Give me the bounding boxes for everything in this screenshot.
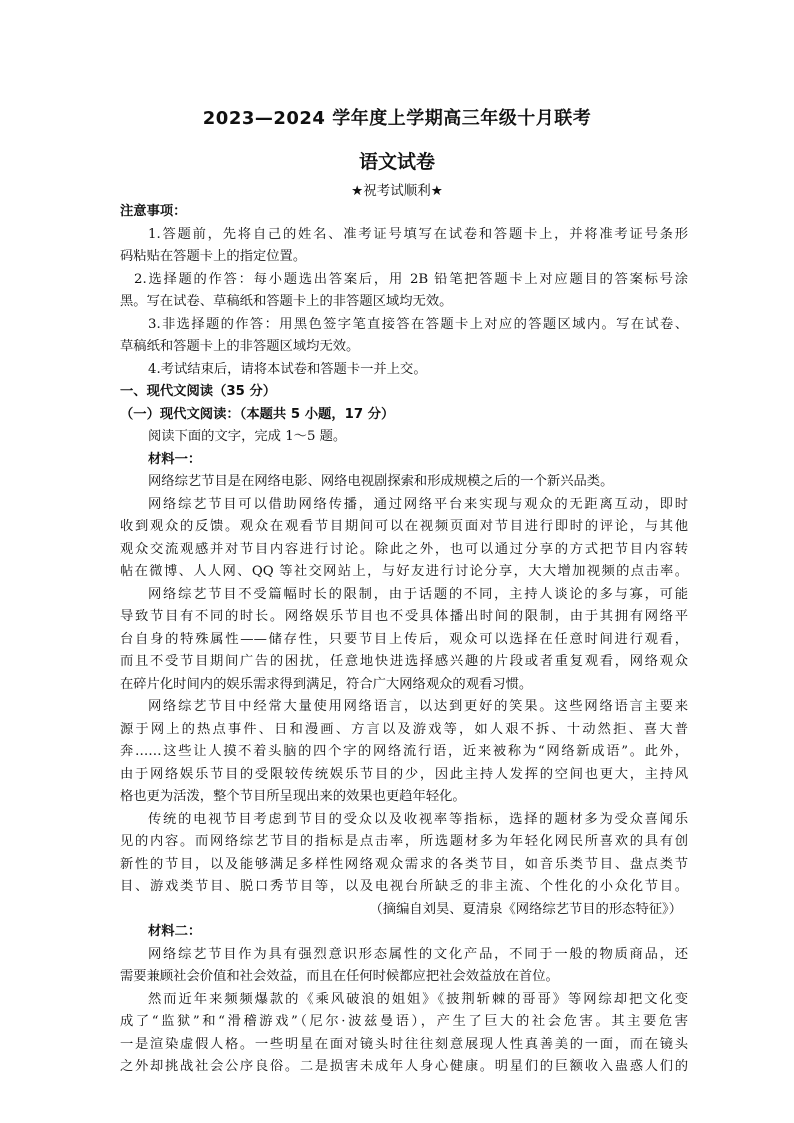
material-2-label: 材料二：	[148, 924, 202, 939]
material-1-p2-line-2: 收到观众的反馈。观众在观看节目期间可以在视频页面对节目进行即时的评论，与其他	[120, 519, 688, 534]
exam-title: 2023—2024 学年度上学期高三年级十月联考	[202, 108, 592, 129]
material-1-p4-line-4: 由于网络娱乐节目的受限较传统娱乐节目的少，因此主持人发挥的空间也更大，主持风	[120, 766, 688, 782]
material-1-p5-line-4: 目、游戏类节目、脱口秀节目等，以及电视台所缺乏的非主流、个性化的小众化节目。	[120, 879, 688, 894]
material-1-p3-line-1: 网络综艺节目不受篇幅时长的限制，由于话题的不同，主持人谈论的多与寡，可能	[148, 586, 688, 602]
material-1-p5-line-2: 见的内容。而网络综艺节目的指标是点击率，所选题材多为年轻化网民所喜欢的具有创	[120, 834, 688, 849]
notice-item-1-line-1: 1.答题前，先将自己的姓名、准考证号填写在试卷和答题卡上，并将准考证号条形	[148, 226, 688, 242]
material-2-p2-line-1: 然而近年来频频爆款的《乘风破浪的姐姐》《披荆斩棘的哥哥》等网综却把文化变	[148, 991, 688, 1007]
notice-heading: 注意事项：	[120, 204, 187, 219]
notice-item-2-line-1: 2.选择题的作答：每小题选出答案后，用 2B 铅笔把答题卡上对应题目的答案标号涂	[134, 271, 688, 287]
material-1-label: 材料一：	[148, 451, 202, 467]
exam-body	[120, 201, 688, 1079]
material-2-p1-line-1: 网络综艺节目作为具有强烈意识形态属性的文化产品，不同于一般的物质商品，还	[148, 946, 688, 962]
section-1-sub-heading: （一）现代文阅读：（本题共 5 小题，17 分）	[120, 406, 395, 422]
material-1-p4-line-3: 奔……这些让人摸不着头脑的四个字的网络流行语，近来被称为“网络新成语”。此外，	[120, 744, 688, 759]
material-1-p1-line-1: 网络综艺节目是在网络电影、网络电视剧探索和形成规模之后的一个新兴品类。	[148, 474, 614, 489]
material-2-p2-line-4: 之外却挑战社会公序良俗。二是损害未成年人身心健康。明星们的巨额收入蛊惑人们的	[120, 1059, 688, 1074]
material-1-p5-line-1: 传统的电视节目考虑到节目的受众以及收视率等指标，选择的题材多为受众喜闻乐	[148, 811, 688, 827]
material-1-p2-line-3: 观众交流观感并对节目内容进行讨论。除此之外，也可以通过分享的方式把节目内容转	[120, 541, 688, 557]
material-2-p2-line-3: 一是渲染虚假人格。一些明星在面对镜头时往往刻意展现人性真善美的一面，而在镜头	[120, 1036, 688, 1052]
notice-item-1-line-2: 码粘贴在答题卡上的指定位置。	[120, 249, 307, 264]
notice-item-2-line-2: 黑。写在试卷、草稿纸和答题卡上的非答题区域均无效。	[120, 294, 453, 309]
material-1-p3-line-4: 而且不受节目期间广告的困扰，任意地快进选择感兴趣的片段或者重复观看，网络观众	[120, 654, 688, 669]
notice-item-3-line-2: 草稿纸和答题卡上的非答题区域均无效。	[120, 339, 360, 354]
material-1-p3-line-5: 在碎片化时间内的娱乐需求得到满足，符合广大网络观众的观看习惯。	[120, 676, 533, 692]
section-1-heading: 一、现代文阅读（35 分）	[120, 384, 277, 399]
material-1-p3-line-3: 台自身的特殊属性——储存性，只要节目上传后，观众可以选择在任意时间进行观看，	[120, 631, 688, 647]
material-1-p5-line-3: 新性的节目，以及能够满足多样性网络观众需求的各类节目，如音乐类节目、盘点类节	[120, 856, 688, 872]
exam-subtitle: 语文试卷	[358, 151, 435, 173]
material-1-p4-line-5: 格也更为活泼，整个节目所呈现出来的效果也更趋年轻化。	[120, 789, 466, 804]
material-1-p4-line-2: 源于网上的热点事件、日和漫画、方言以及游戏等，如人艰不拆、十动然拒、喜大普	[120, 721, 688, 737]
material-2-p1-line-2: 需要兼顾社会价值和社会效益，而且在任何时候都应把社会效益放在首位。	[120, 969, 559, 984]
material-1-p4-line-1: 网络综艺节目中经常大量使用网络语言，以达到更好的笑果。这些网络语言主要来	[148, 699, 688, 714]
notice-item-4-line-1: 4.考试结束后，请将本试卷和答题卡一并上交。	[148, 361, 427, 377]
material-1-p3-line-2: 导致节目有不同的时长。网络娱乐节目也不受具体播出时间的限制，由于其拥有网络平	[120, 609, 688, 624]
material-1-p2-line-1: 网络综艺节目可以借助网络传播，通过网络平台来实现与观众的无距离互动，即时	[148, 496, 688, 512]
material-2-p2-line-2: 成了“监狱”和“滑稽游戏”（尼尔·波兹曼语），产生了巨大的社会危害。其主要危害	[120, 1014, 688, 1029]
notice-item-3-line-1: 3.非选择题的作答：用黑色签字笔直接答在答题卡上对应的答题区域内。写在试卷、	[148, 316, 688, 332]
section-1-instruction: 阅读下面的文字，完成 1～5 题。	[148, 429, 347, 444]
material-1-citation: （摘编自刘昊、夏清泉《网络综艺节目的形态特征》）	[369, 901, 682, 917]
good-luck-line: ★祝考试顺利★	[351, 183, 443, 199]
material-1-p2-line-4: 帖在微博、人人网、QQ 等社交网站上，与好友进行讨论分享，大大增加视频的点击率。	[120, 564, 688, 579]
